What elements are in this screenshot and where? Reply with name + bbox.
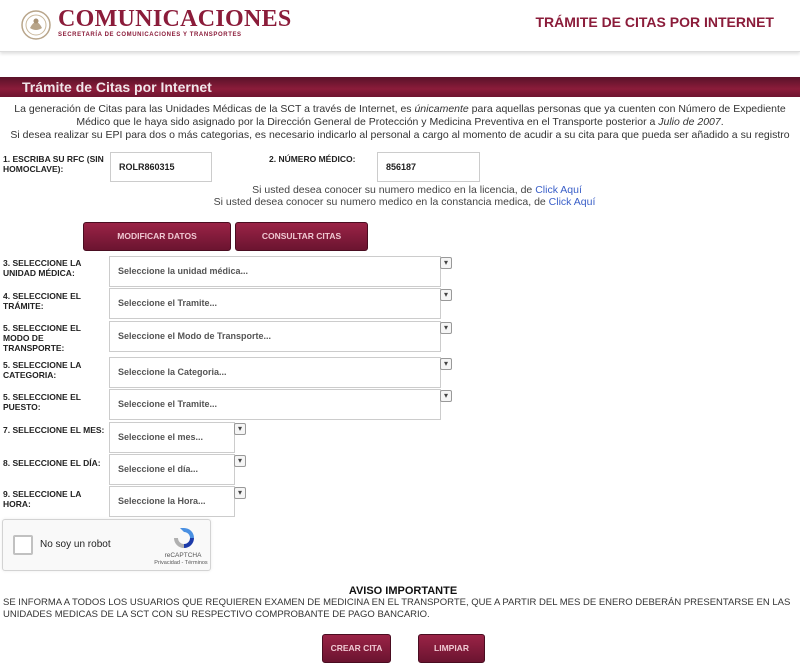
unidad-select[interactable]: Seleccione la unidad médica...: [109, 256, 441, 287]
section-title: Trámite de Citas por Internet: [22, 79, 212, 95]
site-header: [0, 0, 800, 52]
rfc-label: [3, 154, 104, 174]
medico-label: 2. NÚMERO MÉDICO:: [269, 154, 356, 164]
aviso-text: SE INFORMA A TODOS LOS USUARIOS QUE REQUIEREN EXAMEN DE MEDICINA EN EL TRANSPORTE, QUE A PARTIR DEL MES DE ENERO DEBERÁN PRESENTARSE EN LAS UNIDADES MEDICAS DE LA SCT CON SU RESPECTIVO COMPROBANTE DE PAGO BANCARIO.: [3, 597, 791, 620]
puesto-label-line-1: 5. SELECCIONE EL: [3, 392, 81, 402]
government-seal-icon: [20, 8, 52, 42]
rfc-input[interactable]: ROLR860315: [110, 152, 212, 182]
brand-title: COMUNICACIONES: [58, 6, 292, 32]
chevron-down-icon[interactable]: ▾: [440, 289, 452, 301]
dia-label: 8. SELECCIONE EL DÍA:: [3, 458, 101, 468]
tramite-label: [3, 291, 81, 311]
rfc-label-line-1: 1. ESCRIBA SU RFC (SIN: [3, 154, 104, 164]
chevron-down-icon[interactable]: ▾: [234, 487, 246, 499]
constancia-info-text: Si usted desea conocer su numero medico en la constancia medica, de: [213, 196, 549, 208]
dia-select[interactable]: Seleccione el día...: [109, 454, 235, 485]
intro-line-3: Si desea realizar su EPI para dos o más categorias, es necesario indicarlo al personal a cargo al momento de acudir a su cita para que pueda ser añadido a su registro: [10, 129, 790, 141]
hora-label-line-1: 9. SELECCIONE LA: [3, 489, 82, 499]
page-heading: TRÁMITE DE CITAS POR INTERNET: [535, 14, 774, 30]
constancia-click-link[interactable]: Click Aquí: [548, 196, 596, 208]
chevron-down-icon[interactable]: ▾: [234, 423, 246, 435]
tramite-label-line-1: 4. SELECCIONE EL: [3, 291, 81, 301]
modo-label-line-2: MODO DE: [3, 333, 44, 343]
tramite-label-line-2: TRÁMITE:: [3, 301, 44, 311]
modificar-datos-button[interactable]: MODIFICAR DATOS: [83, 222, 231, 251]
rfc-label-line-2: HOMOCLAVE):: [3, 164, 64, 174]
intro-line-1-emphasis: únicamente: [414, 103, 469, 115]
modo-label: [3, 323, 81, 353]
puesto-select[interactable]: Seleccione el Tramite...: [109, 389, 441, 420]
recaptcha-label: No soy un robot: [40, 539, 111, 550]
limpiar-button[interactable]: LIMPIAR: [418, 634, 485, 663]
intro-line-1a: La generación de Citas para las Unidades Médicas de la SCT a través de Internet, es: [14, 103, 415, 115]
modo-transporte-select[interactable]: Seleccione el Modo de Transporte...: [109, 321, 441, 352]
intro-line-1: [0, 103, 800, 116]
licencia-click-link[interactable]: Click Aquí: [535, 184, 582, 196]
chevron-down-icon[interactable]: ▾: [440, 322, 452, 334]
intro-text: [0, 103, 800, 142]
intro-line-2b: .: [720, 116, 724, 128]
intro-line-2: [0, 116, 800, 129]
recaptcha-links[interactable]: Privacidad - Términos: [154, 560, 208, 566]
hora-label: [3, 489, 81, 509]
categoria-label-line-2: CATEGORIA:: [3, 370, 57, 380]
categoria-label: [3, 360, 81, 380]
hora-select[interactable]: Seleccione la Hora...: [109, 486, 235, 517]
recaptcha-brand: reCAPTCHA: [164, 552, 202, 559]
consultar-citas-button[interactable]: CONSULTAR CITAS: [235, 222, 368, 251]
crear-cita-button[interactable]: CREAR CITA: [322, 634, 391, 663]
puesto-label: [3, 392, 81, 412]
chevron-down-icon[interactable]: ▾: [440, 257, 452, 269]
licencia-info-text: Si usted desea conocer su numero medico en la licencia, de: [252, 184, 536, 196]
recaptcha-logo-icon: [171, 525, 197, 551]
brand-subtitle: SECRETARÍA DE COMUNICACIONES Y TRANSPORTES: [58, 32, 242, 38]
section-title-bar: [0, 77, 800, 97]
recaptcha-widget: [2, 519, 211, 571]
mes-select[interactable]: Seleccione el mes...: [109, 422, 235, 453]
recaptcha-checkbox[interactable]: [13, 535, 33, 555]
unidad-label-line-2: UNIDAD MÉDICA:: [3, 268, 75, 278]
constancia-info: [0, 196, 800, 208]
hora-label-line-2: HORA:: [3, 499, 31, 509]
intro-line-2a: Médico que le haya sido asignado por la Dirección General de Protección y Medicina Preventiva en el Transporte posterior a: [76, 116, 659, 128]
categoria-label-line-1: 5. SELECCIONE LA: [3, 360, 82, 370]
modo-label-line-1: 5. SELECCIONE EL: [3, 323, 81, 333]
unidad-label: [3, 258, 81, 278]
licencia-info: [0, 184, 800, 196]
tramite-select[interactable]: Seleccione el Tramite...: [109, 288, 441, 319]
aviso-title: AVISO IMPORTANTE: [348, 585, 458, 597]
chevron-down-icon[interactable]: ▾: [234, 455, 246, 467]
chevron-down-icon[interactable]: ▾: [440, 390, 452, 402]
mes-label: 7. SELECCIONE EL MES:: [3, 425, 105, 435]
unidad-label-line-1: 3. SELECCIONE LA: [3, 258, 82, 268]
chevron-down-icon[interactable]: ▾: [440, 358, 452, 370]
puesto-label-line-2: PUESTO:: [3, 402, 41, 412]
categoria-select[interactable]: Seleccione la Categoria...: [109, 357, 441, 388]
medico-input[interactable]: 856187: [377, 152, 480, 182]
intro-line-1b: para aquellas personas que ya cuenten con Número de Expediente: [468, 103, 786, 115]
intro-line-2-emphasis: Julio de 2007: [658, 116, 721, 128]
modo-label-line-3: TRANSPORTE:: [3, 343, 65, 353]
